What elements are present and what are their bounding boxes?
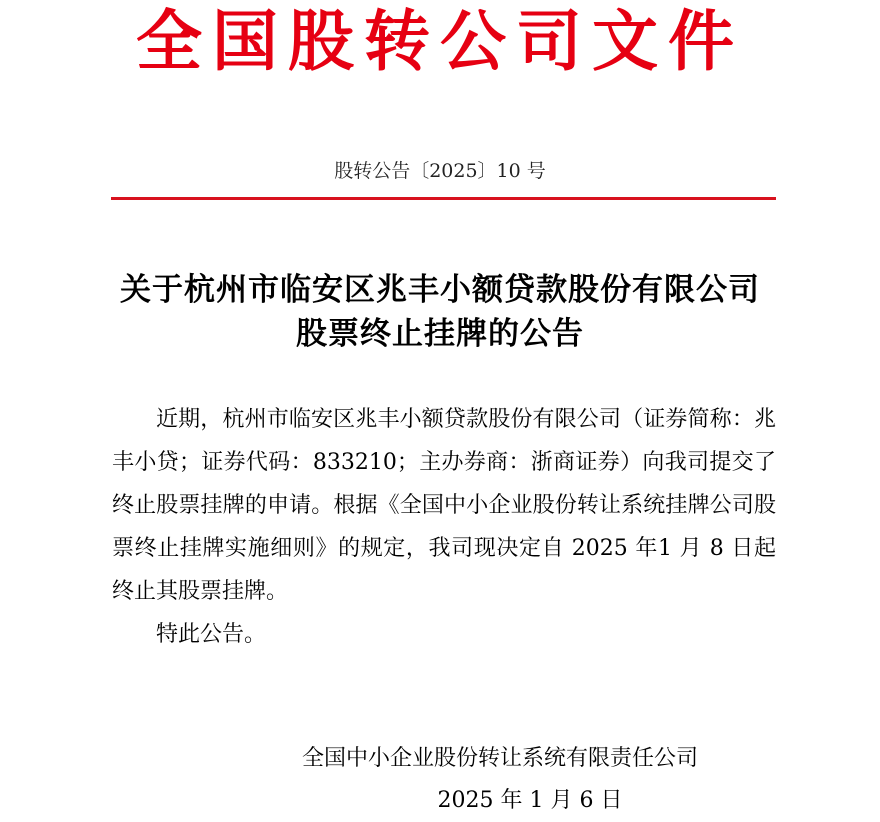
document-number: 股转公告〔2025〕10 号 <box>334 160 546 182</box>
red-divider <box>111 197 776 200</box>
announcement-body <box>112 398 776 656</box>
title-line-2: 股票终止挂牌的公告 <box>296 316 584 352</box>
title-line-1: 关于杭州市临安区兆丰小额贷款股份有限公司 <box>120 272 760 308</box>
signature-block <box>250 738 750 822</box>
announcement-title <box>60 268 820 356</box>
issue-date: 2025 年 1 月 6 日 <box>437 788 623 813</box>
body-paragraph-1: 近期，杭州市临安区兆丰小额贷款股份有限公司（证券简称：兆丰小贷；证券代码：833210；主办券商：浙商证券）向我司提交了终止股票挂牌的申请。根据《全国中小企业股份转让系统挂牌公司股票终止挂牌实施细则》的规定，我司现决定自 2025 年1 月 8 日起终止其股票挂牌。 <box>112 407 776 604</box>
issuing-organization: 全国中小企业股份转让系统有限责任公司 <box>301 746 698 771</box>
document-masthead: 全国股转公司文件 <box>136 2 744 80</box>
body-paragraph-2: 特此公告。 <box>156 622 267 647</box>
